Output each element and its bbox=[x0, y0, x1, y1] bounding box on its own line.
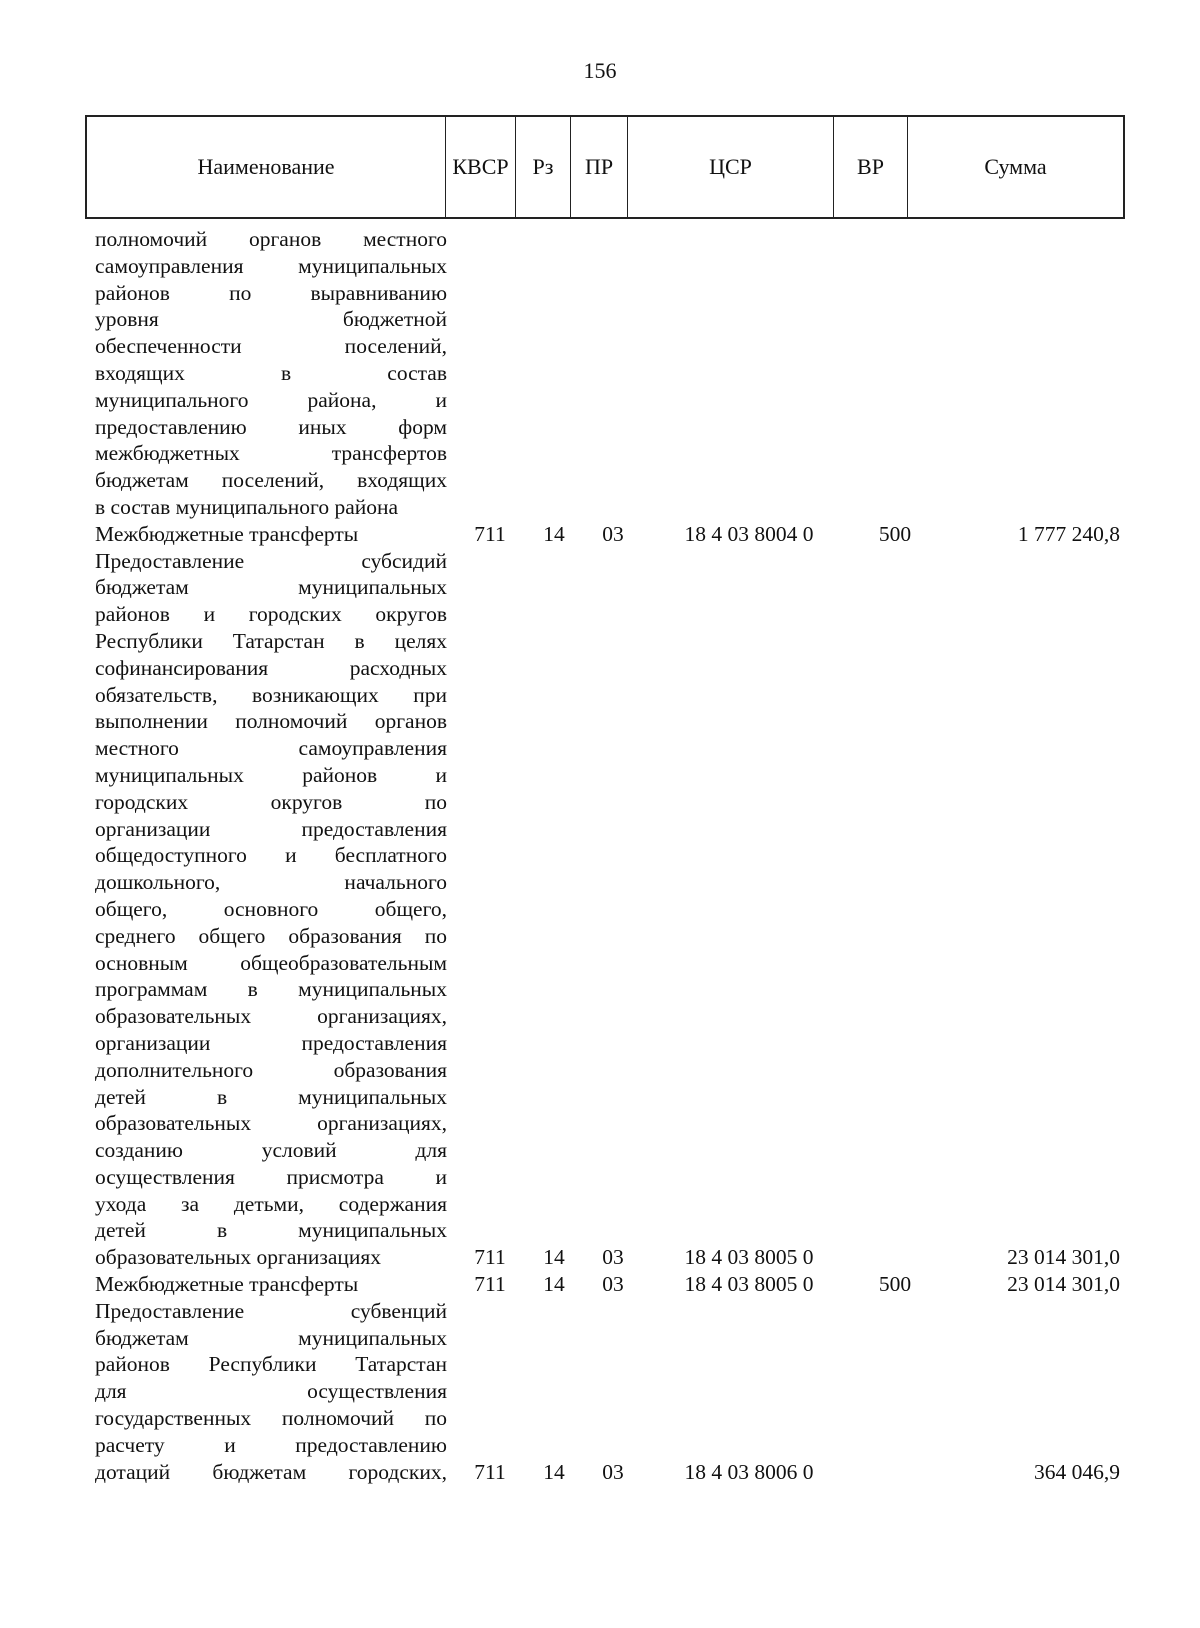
row-name-line: местного самоуправления bbox=[95, 736, 447, 761]
cell-rz: 14 bbox=[543, 1459, 565, 1484]
cell-sum: 23 014 301,0 bbox=[1007, 1272, 1120, 1297]
header-rz: Рз bbox=[515, 117, 570, 217]
row-name-line: бюджетам поселений, входящих bbox=[95, 468, 447, 493]
row-name-line: городских округов по bbox=[95, 789, 447, 814]
row-name-line: обязательств, возникающих при bbox=[95, 682, 447, 707]
row-name-line: Республики Татарстан в целях bbox=[95, 628, 447, 653]
cell-kvsr: 711 bbox=[474, 1245, 506, 1270]
cell-sum: 1 777 240,8 bbox=[1017, 521, 1120, 546]
row-name-line: входящих в состав bbox=[95, 360, 447, 385]
cell-csr: 18 4 03 8005 0 bbox=[684, 1272, 814, 1297]
table-row bbox=[0, 548, 1200, 1272]
row-name-line: образовательных организациях, bbox=[95, 1004, 447, 1029]
table-row bbox=[0, 1271, 1200, 1298]
row-name-line: районов и городских округов bbox=[95, 602, 447, 627]
cell-pr: 03 bbox=[602, 521, 624, 546]
header-vr: ВР bbox=[833, 117, 907, 217]
row-name-line: образовательных организациях bbox=[95, 1245, 382, 1270]
row-name-line: Предоставление субвенций bbox=[95, 1298, 447, 1323]
table-row bbox=[0, 1298, 1200, 1486]
cell-pr: 03 bbox=[602, 1459, 624, 1484]
row-name-line: районов Республики Татарстан bbox=[95, 1352, 447, 1377]
table-row bbox=[0, 521, 1200, 548]
row-name-line: среднего общего образования по bbox=[95, 923, 447, 948]
header-pr: ПР bbox=[570, 117, 627, 217]
row-name-line: образовательных организациях, bbox=[95, 1111, 447, 1136]
header-sum: Сумма bbox=[907, 117, 1123, 217]
page-number: 156 bbox=[583, 58, 617, 83]
row-name-line: детей в муниципальных bbox=[95, 1218, 447, 1243]
row-name-line: программам в муниципальных bbox=[95, 977, 447, 1002]
cell-csr: 18 4 03 8005 0 bbox=[684, 1245, 814, 1270]
header-name: Наименование bbox=[197, 154, 335, 179]
cell-pr: 03 bbox=[602, 1245, 624, 1270]
cell-kvsr: 711 bbox=[474, 1459, 506, 1484]
row-name-line: расчету и предоставлению bbox=[95, 1432, 447, 1457]
row-name bbox=[95, 226, 447, 521]
cell-vr: 500 bbox=[878, 1272, 912, 1297]
cell-sum: 364 046,9 bbox=[1034, 1459, 1120, 1484]
cell-kvsr: 711 bbox=[474, 521, 506, 546]
cell-csr: 18 4 03 8006 0 bbox=[684, 1459, 814, 1484]
row-name-line: Межбюджетные трансферты bbox=[95, 521, 359, 546]
row-name-line: ухода за детьми, содержания bbox=[95, 1191, 447, 1216]
row-name bbox=[95, 1271, 447, 1298]
row-name-line: муниципальных районов и bbox=[95, 762, 447, 787]
row-name-line: организации предоставления bbox=[95, 816, 447, 841]
row-name-line: выполнении полномочий органов bbox=[95, 709, 447, 734]
row-name-line: детей в муниципальных bbox=[95, 1084, 447, 1109]
cell-sum: 23 014 301,0 bbox=[1007, 1245, 1120, 1270]
row-name-line: полномочий органов местного bbox=[95, 227, 447, 251]
row-name-line: созданию условий для bbox=[95, 1138, 447, 1163]
row-name-line: самоуправления муниципальных bbox=[95, 253, 447, 278]
header-kvsr: КВСР bbox=[445, 117, 515, 217]
table-header bbox=[85, 115, 1125, 219]
row-name bbox=[95, 521, 447, 548]
row-name-line: бюджетам муниципальных bbox=[95, 575, 447, 600]
row-name-line: муниципального района, и bbox=[95, 387, 447, 412]
row-name-line: предоставлению иных форм bbox=[95, 414, 447, 439]
row-name-line: основным общеобразовательным bbox=[95, 950, 447, 975]
cell-pr: 03 bbox=[602, 1272, 624, 1297]
row-name-line: для осуществления bbox=[95, 1379, 447, 1404]
row-name-line: общего, основного общего, bbox=[95, 896, 447, 921]
row-name-line: Межбюджетные трансферты bbox=[95, 1272, 359, 1297]
cell-rz: 14 bbox=[543, 521, 565, 546]
row-name bbox=[95, 1298, 447, 1486]
row-name-line: осуществления присмотра и bbox=[95, 1164, 447, 1189]
row-name-line: районов по выравниванию bbox=[95, 280, 447, 305]
row-name-line: Предоставление субсидий bbox=[95, 548, 447, 573]
cell-kvsr: 711 bbox=[474, 1272, 506, 1297]
row-name-line: софинансирования расходных bbox=[95, 655, 447, 680]
cell-rz: 14 bbox=[543, 1245, 565, 1270]
row-name-line: в состав муниципального района bbox=[95, 494, 399, 519]
row-name-line: обеспеченности поселений, bbox=[95, 334, 447, 359]
row-name-line: дополнительного образования bbox=[95, 1057, 447, 1082]
row-name-line: бюджетам муниципальных bbox=[95, 1325, 447, 1350]
row-name-line: дотаций бюджетам городских, bbox=[95, 1459, 447, 1484]
cell-csr: 18 4 03 8004 0 bbox=[684, 521, 814, 546]
row-name-line: организации предоставления bbox=[95, 1030, 447, 1055]
row-name-line: государственных полномочий по bbox=[95, 1406, 447, 1431]
row-name-line: уровня бюджетной bbox=[95, 307, 447, 332]
row-name-line: межбюджетных трансфертов bbox=[95, 441, 447, 466]
row-name bbox=[95, 548, 447, 1272]
table-body bbox=[0, 226, 1200, 1485]
row-name-line: общедоступного и бесплатного bbox=[95, 843, 447, 868]
table-row bbox=[0, 226, 1200, 521]
cell-rz: 14 bbox=[543, 1272, 565, 1297]
row-name-line: дошкольного, начального bbox=[95, 870, 447, 895]
cell-vr: 500 bbox=[878, 521, 912, 546]
header-csr: ЦСР bbox=[627, 117, 833, 217]
